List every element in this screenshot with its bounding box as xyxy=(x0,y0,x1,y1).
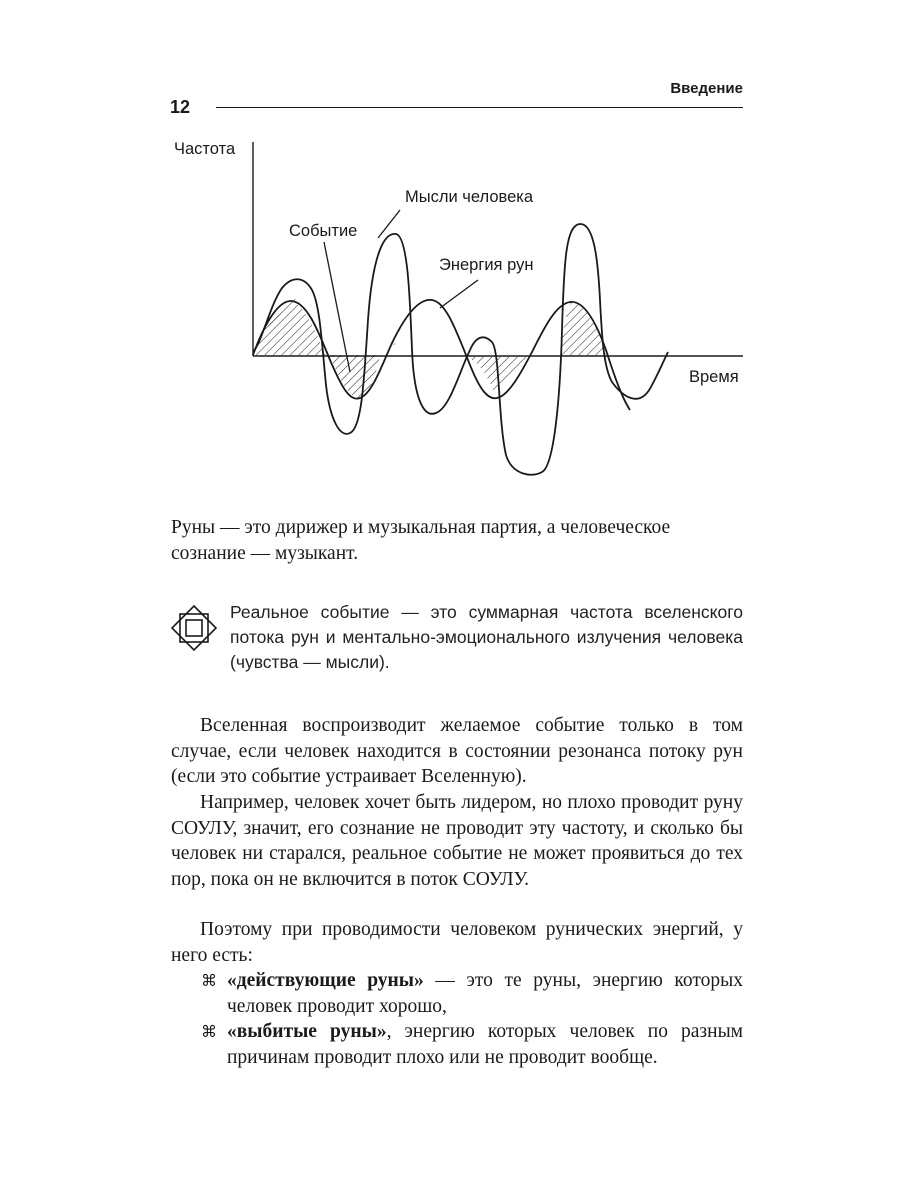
list-item xyxy=(171,968,743,1019)
paragraph-1: Вселенная воспроизводит желаемое событие только в том случае, если человек находится в состоянии резонанса потоку рун (если это событие устраивает Вселенную). xyxy=(171,715,743,787)
running-head: Введение xyxy=(670,80,743,97)
x-axis-label: Время xyxy=(689,368,739,386)
list-item xyxy=(171,1019,743,1070)
leader-runes-energy xyxy=(440,280,478,308)
rune-types-list-2 xyxy=(171,1019,743,1070)
list-item-term: «выбитые руны» xyxy=(227,1021,387,1042)
hatch-region-5 xyxy=(560,302,606,355)
page-number: 12 xyxy=(170,97,191,117)
y-axis-label: Частота xyxy=(174,140,236,158)
note-text: Реальное событие — это суммарная частота вселенского потока рун и ментально-эмоционального излучения человека (чувства — мысли). xyxy=(230,602,743,672)
list-item-term: «действующие руны» xyxy=(227,970,424,991)
rune-types-list xyxy=(171,968,743,1019)
list-item-text: , энергию которых человек по разным причинам проводит плохо или не проводит вообще. xyxy=(227,1021,744,1068)
event-label: Событие xyxy=(289,222,358,240)
list-item-text: — это те руны, энергию которых человек проводит хорошо, xyxy=(227,970,743,1017)
runes-energy-label: Энергия рун xyxy=(439,256,534,274)
rune-diamond-icon xyxy=(170,604,218,652)
thoughts-label: Мысли человека xyxy=(405,188,534,206)
paragraph-3: Поэтому при проводимости человеком рунических энергий, у него есть: xyxy=(171,919,743,966)
figure-caption: Руны — это дирижер и музыкальная партия, а человеческое сознание — музыкант. xyxy=(171,517,671,564)
paragraph-2: Например, человек хочет быть лидером, но плохо проводит руну СОУЛУ, значит, его сознание не проводит эту частоту, и сколько бы человек ни старался, реальное событие не может проявиться до тех пор, пока он не включится в поток СОУЛУ. xyxy=(171,792,743,890)
command-bullet-icon: ⌘ xyxy=(201,1022,217,1041)
frequency-time-diagram xyxy=(0,0,900,500)
command-bullet-icon: ⌘ xyxy=(201,971,217,990)
